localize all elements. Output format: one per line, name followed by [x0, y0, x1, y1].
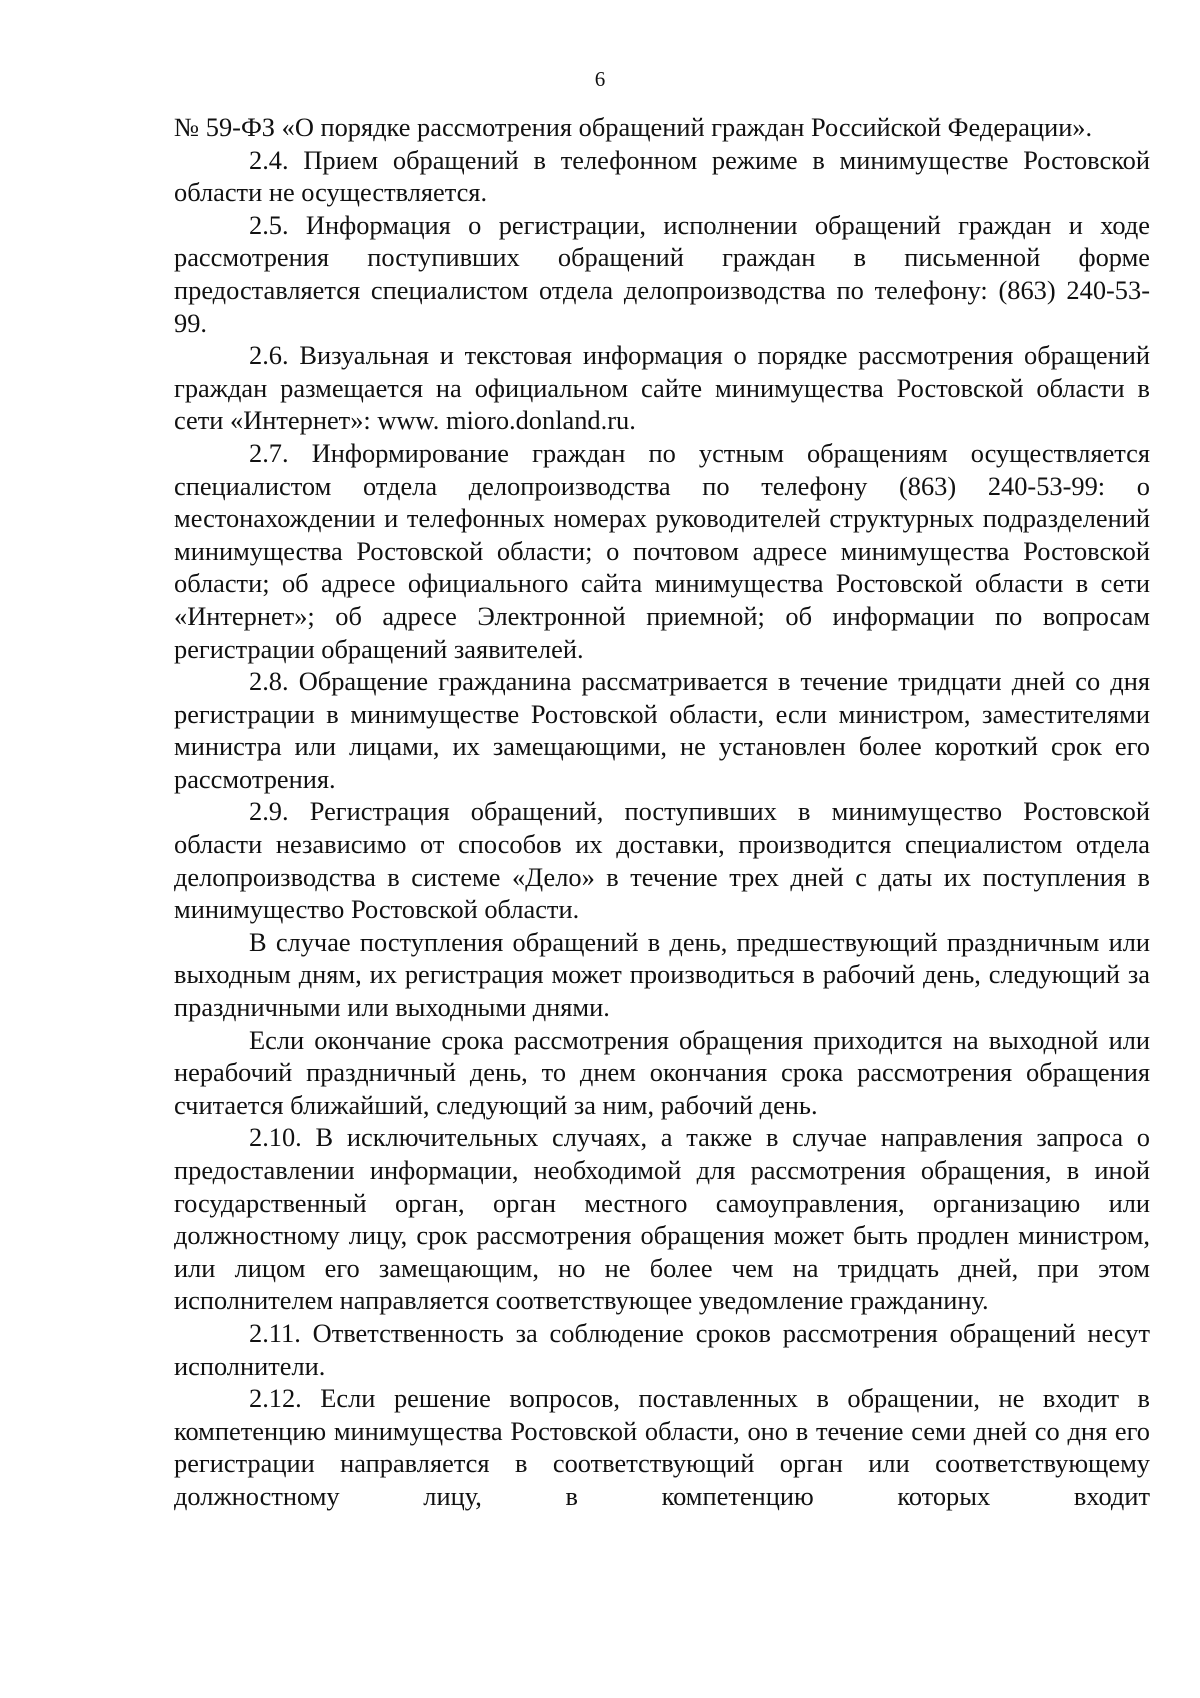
- paragraph-2-8: 2.8. Обращение гражданина рассматривается в течение тридцати дней со дня регистрации в минимуществе Ростовской области, если министром, заместителями министра или лицами, их замещающими, не установлен более короткий срок его рассмотрения.: [174, 666, 1150, 794]
- paragraph-2-12: 2.12. Если решение вопросов, поставленных в обращении, не входит в компетенцию минимущества Ростовской области, оно в течение семи дней со дня его регистрации направляется в соответствующий орган или соответствующему должностному лицу, в компетенцию которых входит: [174, 1383, 1150, 1511]
- paragraph-2-6: 2.6. Визуальная и текстовая информация о порядке рассмотрения обращений граждан размещается на официальном сайте минимущества Ростовской области в сети «Интернет»: www. mioro.donland.ru.: [174, 340, 1150, 436]
- paragraph-2-5: 2.5. Информация о регистрации, исполнении обращений граждан и ходе рассмотрения поступивших обращений граждан в письменной форме предоставляется специалистом отдела делопроизводства по телефону: (863) 240-53-99.: [174, 209, 1150, 338]
- page-number: 6: [594, 67, 606, 91]
- document-body: [174, 111, 1150, 1513]
- paragraph-2-10: 2.10. В исключительных случаях, а также в случае направления запроса о предоставлении информации, необходимой для рассмотрения обращения, в иной государственный орган, орган местного самоуправления, организацию или должностному лицу, срок рассмотрения обращения может быть продлен министром, или лицом его замещающим, но не более чем на тридцать дней, при этом исполнителем направляется соответствующее уведомление гражданину.: [174, 1122, 1150, 1316]
- paragraph-2-4: 2.4. Прием обращений в телефонном режиме в минимуществе Ростовской области не осуществляется.: [174, 144, 1150, 208]
- paragraph-2-9: 2.9. Регистрация обращений, поступивших в минимущество Ростовской области независимо от способов их доставки, производится специалистом отдела делопроизводства в системе «Дело» в течение трех дней с даты их поступления в минимущество Ростовской области.: [174, 796, 1150, 925]
- paragraph-continuation: № 59-ФЗ «О порядке рассмотрения обращений граждан Российской Федерации».: [174, 112, 1093, 142]
- paragraph-holiday-registration: В случае поступления обращений в день, предшествующий праздничным или выходным дням, их регистрация может производиться в рабочий день, следующий за праздничными или выходными днями.: [174, 926, 1150, 1023]
- paragraph-deadline-weekend: Если окончание срока рассмотрения обращения приходится на выходной или нерабочий праздничный день, то днем окончания срока рассмотрения обращения считается ближайший, следующий за ним, рабочий день.: [174, 1024, 1150, 1120]
- paragraph-2-11: 2.11. Ответственность за соблюдение сроков рассмотрения обращений несут исполнители.: [174, 1317, 1150, 1381]
- paragraph-2-7: 2.7. Информирование граждан по устным обращениям осуществляется специалистом отдела делопроизводства по телефону (863) 240-53-99: о местонахождении и телефонных номерах руководителей структурных подразделений минимущества Ростовской области; о почтовом адресе минимущества Ростовской области; об адресе официального сайта минимущества Ростовской области в сети «Интернет»; об адресе Электронной приемной; об информации по вопросам регистрации обращений заявителей.: [174, 437, 1150, 664]
